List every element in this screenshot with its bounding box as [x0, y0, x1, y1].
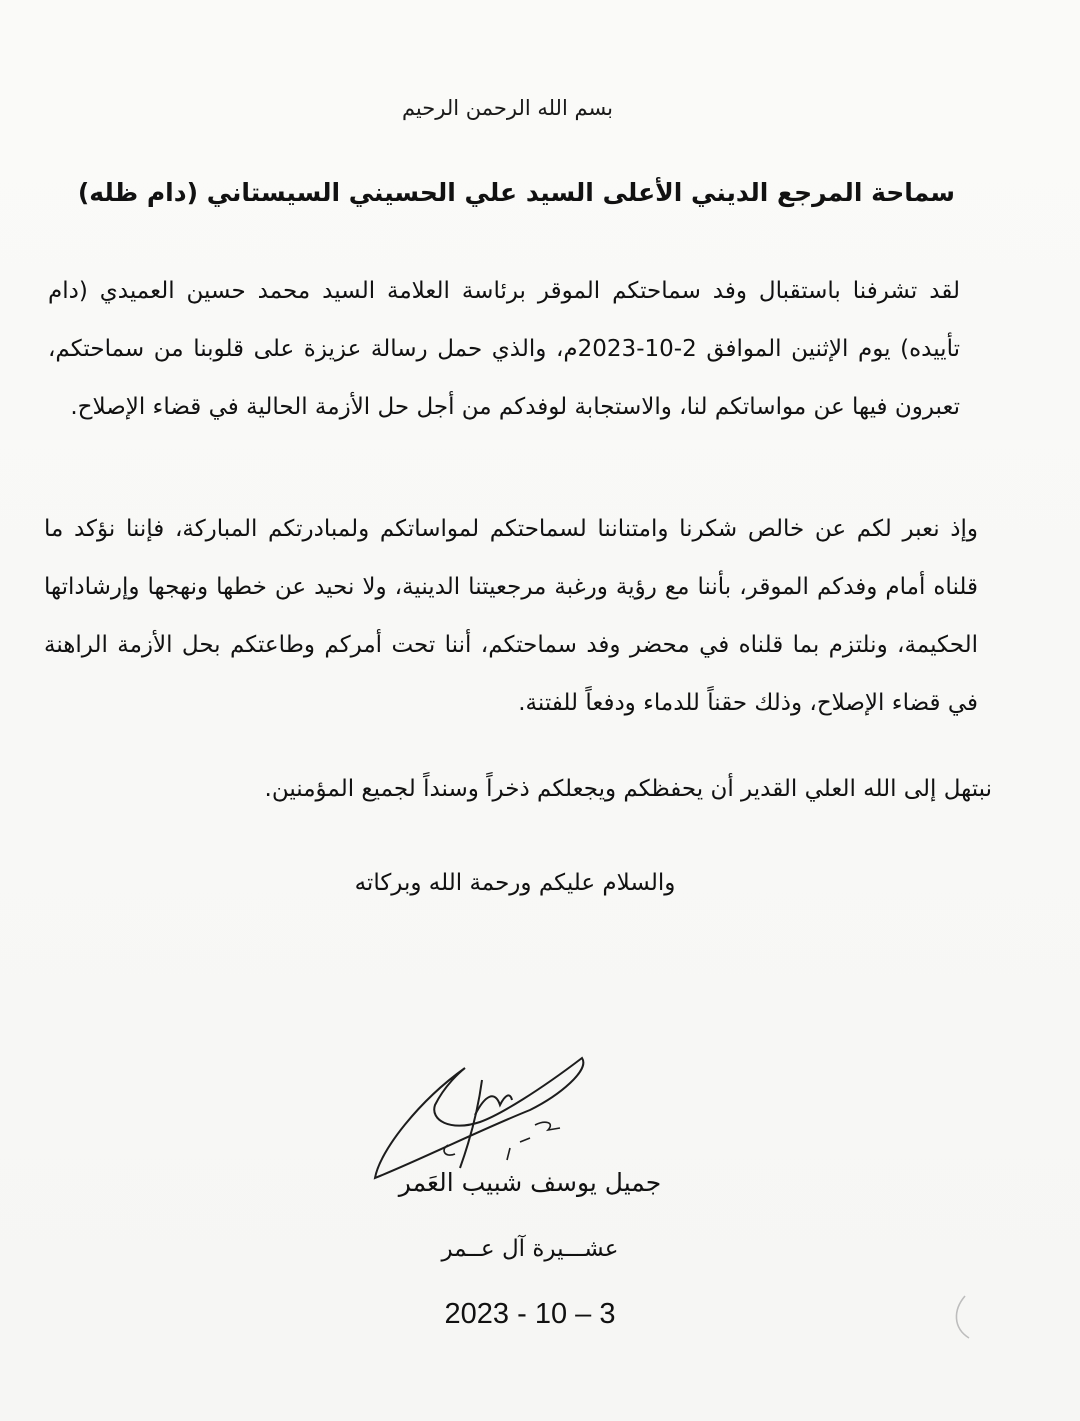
pencil-mark	[945, 1290, 985, 1350]
letter-date: 2023 - 10 – 3	[444, 1298, 616, 1330]
handwritten-signature	[360, 1050, 700, 1180]
closing-salutation: والسلام عليكم ورحمة الله وبركاته	[354, 870, 676, 896]
paragraph-1: لقد تشرفنا باستقبال وفد سماحتكم الموقر برئاسة العلامة السيد محمد حسين العميدي (دام تأييده) يوم الإثنين الموافق 2-10-2023م، والذي حمل رسالة عزيزة على قلوبنا من سماحتكم، تعبرون فيها عن مواساتكم لنا، والاستجابة لوفدكم من أجل حل الأزمة الحالية في قضاء الإصلاح.	[48, 278, 960, 420]
basmala-heading: بسم الله الرحمن الرحيم	[401, 96, 614, 120]
addressee-line: سماحة المرجع الديني الأعلى السيد علي الحسيني السيستاني (دام ظله)	[77, 178, 955, 207]
paragraph-2: وإذ نعبر لكم عن خالص شكرنا وامتناننا لسماحتكم لمواساتكم ولمبادرتكم المباركة، فإننا نؤكد ما قلناه أمام وفدكم الموقر، بأننا مع رؤية ورغبة مرجعيتنا الدينية، ولا نحيد عن خطها ونهجها وإرشاداتها الحكيمة، ونلتزم بما قلناه في محضر وفد سماحتكم، أننا تحت أمركم وطاعتكم بحل الأزمة الراهنة في قضاء الإصلاح، وذلك حقناً للدماء ودفعاً للفتنة.	[44, 516, 978, 716]
tribe-name: عشـــيرة آل عــمر	[441, 1236, 619, 1262]
paragraph-3: نبتهل إلى الله العلي القدير أن يحفظكم ويجعلكم ذخراً وسنداً لجميع المؤمنين.	[264, 776, 992, 802]
signer-name: جميل يوسف شبيب العَمر	[398, 1168, 662, 1197]
